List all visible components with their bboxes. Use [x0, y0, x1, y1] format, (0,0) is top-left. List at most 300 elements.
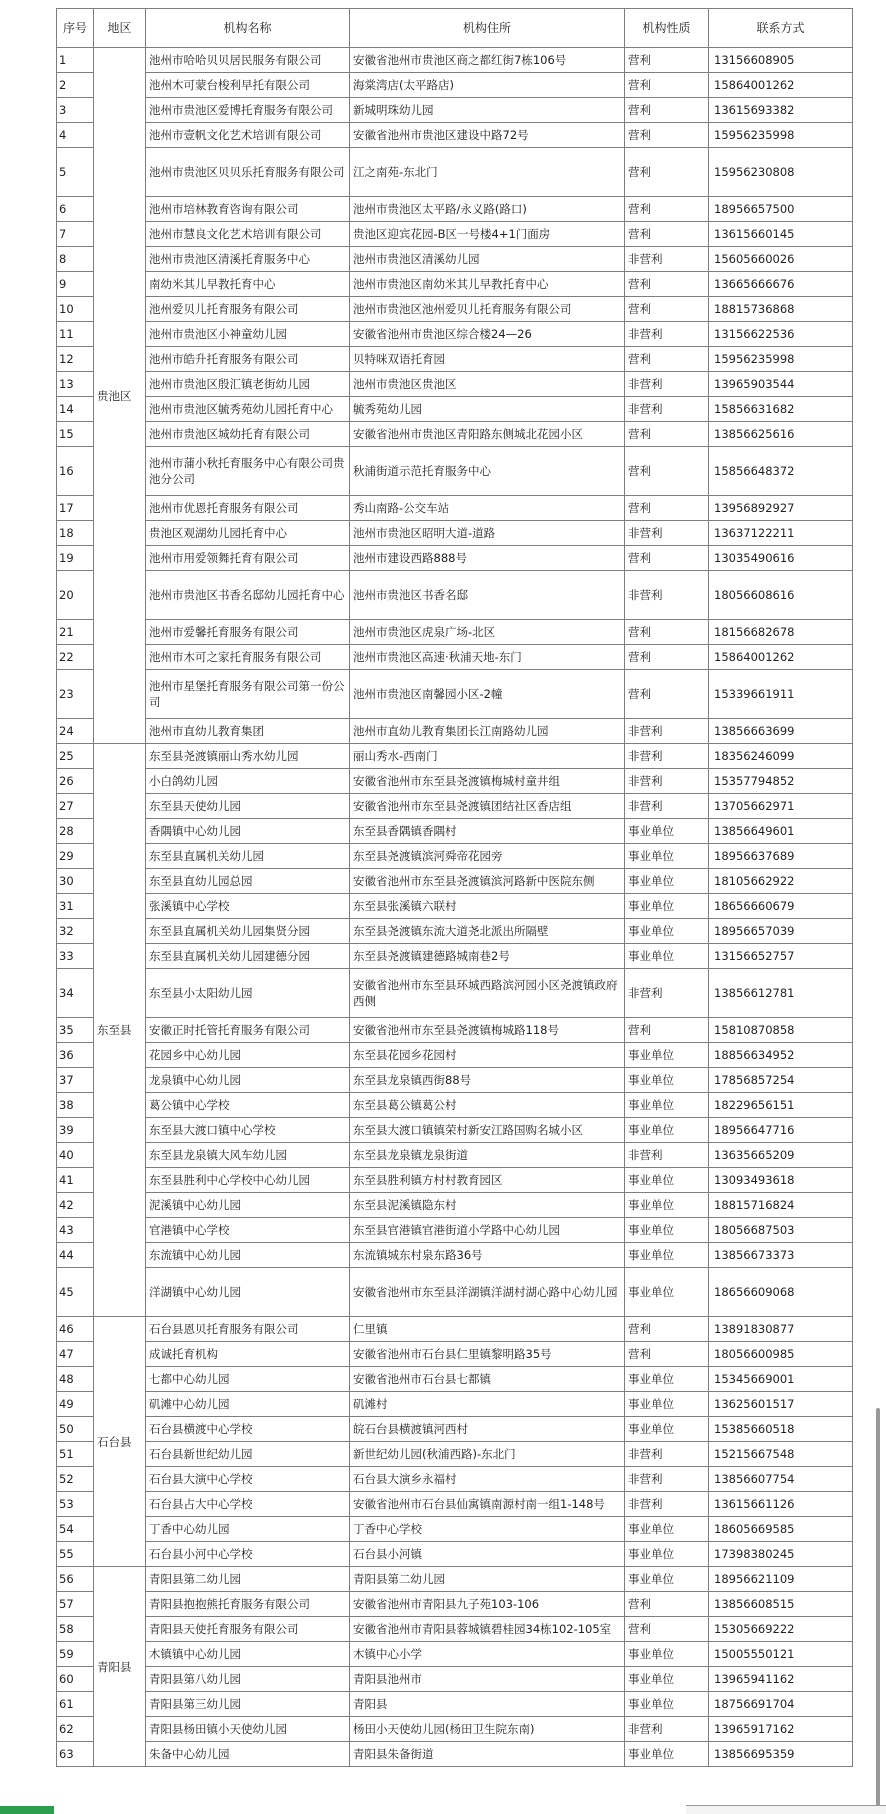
- cell-index: 58: [57, 1617, 94, 1642]
- cell-name: 泥溪镇中心幼儿园: [146, 1193, 350, 1218]
- cell-address: 东至县葛公镇葛公村: [350, 1093, 625, 1118]
- header-address: 机构住所: [350, 9, 625, 48]
- cell-name: 池州市星堡托育服务有限公司第一份公司: [146, 670, 350, 719]
- cell-nature: 事业单位: [625, 1118, 709, 1143]
- cell-phone: 15956235998: [709, 347, 853, 372]
- cell-address: 池州市直幼儿教育集团长江南路幼儿园: [350, 719, 625, 744]
- cell-address: 秀山南路-公交车站: [350, 496, 625, 521]
- cell-address: 东至县香隅镇香隅村: [350, 819, 625, 844]
- cell-index: 49: [57, 1392, 94, 1417]
- cell-index: 30: [57, 869, 94, 894]
- cell-address: 东至县尧渡镇建德路城南巷2号: [350, 944, 625, 969]
- cell-nature: 营利: [625, 447, 709, 496]
- cell-index: 13: [57, 372, 94, 397]
- cell-address: 池州市贵池区南馨园小区-2幢: [350, 670, 625, 719]
- cell-index: 36: [57, 1043, 94, 1068]
- cell-index: 31: [57, 894, 94, 919]
- cell-address: 池州市建设西路888号: [350, 546, 625, 571]
- cell-index: 50: [57, 1417, 94, 1442]
- table-row: [57, 1218, 853, 1243]
- cell-index: 20: [57, 571, 94, 620]
- cell-index: 45: [57, 1268, 94, 1317]
- table-row: [57, 819, 853, 844]
- cell-address: 池州市贵池区太平路/永义路(路口): [350, 197, 625, 222]
- cell-address: 海棠湾店(太平路店): [350, 73, 625, 98]
- cell-nature: 营利: [625, 670, 709, 719]
- cell-phone: 13856612781: [709, 969, 853, 1018]
- cell-nature: 营利: [625, 347, 709, 372]
- cell-index: 37: [57, 1068, 94, 1093]
- table-row: [57, 247, 853, 272]
- table-row: [57, 1517, 853, 1542]
- cell-nature: 事业单位: [625, 869, 709, 894]
- cell-nature: 事业单位: [625, 1742, 709, 1767]
- cell-name: 池州市贵池区城幼托育有限公司: [146, 422, 350, 447]
- table-row: [57, 297, 853, 322]
- cell-phone: 13635665209: [709, 1143, 853, 1168]
- cell-name: 东至县小太阳幼儿园: [146, 969, 350, 1018]
- cell-phone: 15345669001: [709, 1367, 853, 1392]
- cell-index: 6: [57, 197, 94, 222]
- cell-name: 池州市优恩托育服务有限公司: [146, 496, 350, 521]
- cell-index: 51: [57, 1442, 94, 1467]
- cell-name: 池州爱贝儿托育服务有限公司: [146, 297, 350, 322]
- cell-index: 60: [57, 1667, 94, 1692]
- table-row: [57, 944, 853, 969]
- cell-name: 东至县直属机关幼儿园建德分园: [146, 944, 350, 969]
- cell-name: 南幼米其儿早教托育中心: [146, 272, 350, 297]
- table-row: [57, 148, 853, 197]
- cell-nature: 事业单位: [625, 1642, 709, 1667]
- cell-nature: 非营利: [625, 794, 709, 819]
- header-region: 地区: [94, 9, 146, 48]
- cell-name: 东至县大渡口镇中心学校: [146, 1118, 350, 1143]
- table-row: [57, 719, 853, 744]
- cell-nature: 营利: [625, 98, 709, 123]
- table-row: [57, 844, 853, 869]
- table-row: [57, 347, 853, 372]
- cell-phone: 18656609068: [709, 1268, 853, 1317]
- cell-index: 8: [57, 247, 94, 272]
- cell-name: 龙泉镇中心幼儿园: [146, 1068, 350, 1093]
- table-row: [57, 1093, 853, 1118]
- cell-index: 3: [57, 98, 94, 123]
- table-row: [57, 521, 853, 546]
- cell-phone: 13856625616: [709, 422, 853, 447]
- cell-phone: 13856608515: [709, 1592, 853, 1617]
- table-row: [57, 1317, 853, 1342]
- header-phone: 联系方式: [709, 9, 853, 48]
- cell-phone: 13637122211: [709, 521, 853, 546]
- cell-address: 东至县龙泉镇龙泉街道: [350, 1143, 625, 1168]
- cell-nature: 非营利: [625, 719, 709, 744]
- cell-index: 29: [57, 844, 94, 869]
- cell-phone: 13965903544: [709, 372, 853, 397]
- cell-name: 池州木可蒙台梭利早托有限公司: [146, 73, 350, 98]
- cell-index: 53: [57, 1492, 94, 1517]
- table-row: [57, 1392, 853, 1417]
- cell-nature: 事业单位: [625, 1392, 709, 1417]
- cell-name: 葛公镇中心学校: [146, 1093, 350, 1118]
- cell-index: 7: [57, 222, 94, 247]
- cell-address: 丽山秀水-西南门: [350, 744, 625, 769]
- cell-address: 东至县大渡口镇镇荣村新安江路国购名城小区: [350, 1118, 625, 1143]
- cell-nature: 事业单位: [625, 1218, 709, 1243]
- cell-index: 12: [57, 347, 94, 372]
- cell-phone: 15856631682: [709, 397, 853, 422]
- cell-address: 安徽省池州市石台县七都镇: [350, 1367, 625, 1392]
- cell-region: 石台县: [94, 1317, 146, 1567]
- cell-address: 池州市贵池区书香名邸: [350, 571, 625, 620]
- cell-phone: 13856663699: [709, 719, 853, 744]
- cell-address: 池州市贵池区昭明大道-道路: [350, 521, 625, 546]
- cell-name: 池州市用爱领舞托育有限公司: [146, 546, 350, 571]
- cell-nature: 营利: [625, 222, 709, 247]
- cell-phone: 18956647716: [709, 1118, 853, 1143]
- cell-nature: 营利: [625, 148, 709, 197]
- cell-index: 32: [57, 919, 94, 944]
- table-row: [57, 1367, 853, 1392]
- cell-nature: 营利: [625, 1018, 709, 1043]
- cell-name: 矶滩中心幼儿园: [146, 1392, 350, 1417]
- cell-phone: 15339661911: [709, 670, 853, 719]
- cell-name: 青阳县第二幼儿园: [146, 1567, 350, 1592]
- cell-nature: 事业单位: [625, 1268, 709, 1317]
- cell-phone: 15385660518: [709, 1417, 853, 1442]
- cell-index: 26: [57, 769, 94, 794]
- cell-phone: 13093493618: [709, 1168, 853, 1193]
- cell-name: 东至县尧渡镇丽山秀水幼儿园: [146, 744, 350, 769]
- table-row: [57, 496, 853, 521]
- cell-nature: 事业单位: [625, 944, 709, 969]
- cell-phone: 13156608905: [709, 48, 853, 73]
- table-row: [57, 1342, 853, 1367]
- table-row: [57, 620, 853, 645]
- cell-nature: 非营利: [625, 769, 709, 794]
- cell-phone: 18056608616: [709, 571, 853, 620]
- cell-name: 青阳县杨田镇小天使幼儿园: [146, 1717, 350, 1742]
- cell-phone: 18956657500: [709, 197, 853, 222]
- cell-index: 1: [57, 48, 94, 73]
- cell-phone: 15856648372: [709, 447, 853, 496]
- cell-name: 青阳县抱抱熊托育服务有限公司: [146, 1592, 350, 1617]
- cell-region: 贵池区: [94, 48, 146, 744]
- cell-name: 东至县直属机关幼儿园集贤分园: [146, 919, 350, 944]
- table-row: [57, 1592, 853, 1617]
- cell-nature: 营利: [625, 272, 709, 297]
- cell-index: 46: [57, 1317, 94, 1342]
- table-row: [57, 1268, 853, 1317]
- cell-name: 官港镇中心学校: [146, 1218, 350, 1243]
- cell-phone: 13965941162: [709, 1667, 853, 1692]
- table-row: [57, 1692, 853, 1717]
- cell-address: 池州市贵池区清溪幼儿园: [350, 247, 625, 272]
- cell-name: 张溪镇中心学校: [146, 894, 350, 919]
- cell-address: 东至县尧渡镇东流大道尧北派出所隔壁: [350, 919, 625, 944]
- cell-phone: 18056687503: [709, 1218, 853, 1243]
- cell-index: 44: [57, 1243, 94, 1268]
- cell-name: 朱备中心幼儿园: [146, 1742, 350, 1767]
- table-row: [57, 197, 853, 222]
- vertical-scrollbar[interactable]: [876, 1408, 880, 1808]
- cell-nature: 非营利: [625, 397, 709, 422]
- cell-address: 木镇中心小学: [350, 1642, 625, 1667]
- table-row: [57, 645, 853, 670]
- cell-name: 石台县小河中心学校: [146, 1542, 350, 1567]
- cell-address: 青阳县第二幼儿园: [350, 1567, 625, 1592]
- table-row: [57, 1717, 853, 1742]
- cell-index: 16: [57, 447, 94, 496]
- cell-phone: 13856673373: [709, 1243, 853, 1268]
- cell-nature: 营利: [625, 1592, 709, 1617]
- cell-phone: 18605669585: [709, 1517, 853, 1542]
- cell-phone: 15215667548: [709, 1442, 853, 1467]
- cell-address: 东至县官港镇官港街道小学路中心幼儿园: [350, 1218, 625, 1243]
- cell-index: 28: [57, 819, 94, 844]
- cell-phone: 15810870858: [709, 1018, 853, 1043]
- table-row: [57, 322, 853, 347]
- table-row: [57, 1667, 853, 1692]
- cell-index: 39: [57, 1118, 94, 1143]
- cell-name: 池州市皓升托育服务有限公司: [146, 347, 350, 372]
- cell-index: 17: [57, 496, 94, 521]
- cell-index: 43: [57, 1218, 94, 1243]
- cell-nature: 营利: [625, 496, 709, 521]
- cell-phone: 15956230808: [709, 148, 853, 197]
- cell-name: 花园乡中心幼儿园: [146, 1043, 350, 1068]
- cell-nature: 非营利: [625, 521, 709, 546]
- table-row: [57, 222, 853, 247]
- table-row: [57, 794, 853, 819]
- bottom-toolbar: [686, 1805, 886, 1814]
- cell-nature: 非营利: [625, 1717, 709, 1742]
- table-body: [57, 48, 853, 1767]
- table-header-row: [57, 9, 853, 48]
- cell-nature: 营利: [625, 297, 709, 322]
- cell-nature: 事业单位: [625, 1567, 709, 1592]
- cell-index: 54: [57, 1517, 94, 1542]
- cell-phone: 13856649601: [709, 819, 853, 844]
- cell-phone: 18656660679: [709, 894, 853, 919]
- table-row: [57, 769, 853, 794]
- cell-address: 安徽省池州市东至县尧渡镇梅城路118号: [350, 1018, 625, 1043]
- cell-index: 25: [57, 744, 94, 769]
- cell-address: 仁里镇: [350, 1317, 625, 1342]
- cell-nature: 事业单位: [625, 1667, 709, 1692]
- cell-address: 安徽省池州市东至县洋湖镇洋湖村湖心路中心幼儿园: [350, 1268, 625, 1317]
- table-row: [57, 1567, 853, 1592]
- cell-address: 池州市贵池区虎泉广场-北区: [350, 620, 625, 645]
- cell-name: 池州市蒲小秋托育服务中心有限公司贵池分公司: [146, 447, 350, 496]
- cell-address: 池州市贵池区池州爱贝儿托育服务有限公司: [350, 297, 625, 322]
- cell-address: 青阳县: [350, 1692, 625, 1717]
- cell-name: 石台县横渡中心学校: [146, 1417, 350, 1442]
- cell-phone: 18105662922: [709, 869, 853, 894]
- cell-name: 池州市爱馨托育服务有限公司: [146, 620, 350, 645]
- table-row: [57, 447, 853, 496]
- cell-address: 贝特咪双语托育园: [350, 347, 625, 372]
- cell-phone: 13856607754: [709, 1467, 853, 1492]
- cell-phone: 18856634952: [709, 1043, 853, 1068]
- cell-index: 18: [57, 521, 94, 546]
- cell-phone: 18815716824: [709, 1193, 853, 1218]
- bottom-left-badge: [0, 1806, 54, 1814]
- table-row: [57, 1168, 853, 1193]
- header-name: 机构名称: [146, 9, 350, 48]
- cell-index: 59: [57, 1642, 94, 1667]
- cell-nature: 事业单位: [625, 1692, 709, 1717]
- cell-index: 34: [57, 969, 94, 1018]
- cell-nature: 营利: [625, 1342, 709, 1367]
- cell-nature: 非营利: [625, 744, 709, 769]
- cell-index: 15: [57, 422, 94, 447]
- cell-nature: 非营利: [625, 1143, 709, 1168]
- table-row: [57, 1442, 853, 1467]
- cell-nature: 营利: [625, 197, 709, 222]
- cell-nature: 事业单位: [625, 1367, 709, 1392]
- cell-phone: 15305669222: [709, 1617, 853, 1642]
- cell-nature: 事业单位: [625, 819, 709, 844]
- cell-phone: 13156652757: [709, 944, 853, 969]
- table-row: [57, 1193, 853, 1218]
- cell-name: 池州市壹帆文化艺术培训有限公司: [146, 123, 350, 148]
- cell-nature: 非营利: [625, 1442, 709, 1467]
- cell-index: 61: [57, 1692, 94, 1717]
- cell-index: 63: [57, 1742, 94, 1767]
- cell-nature: 营利: [625, 1317, 709, 1342]
- cell-phone: 13035490616: [709, 546, 853, 571]
- cell-name: 香隅镇中心幼儿园: [146, 819, 350, 844]
- cell-address: 安徽省池州市东至县尧渡镇梅城村童井组: [350, 769, 625, 794]
- cell-name: 池州市贵池区小神童幼儿园: [146, 322, 350, 347]
- cell-index: 11: [57, 322, 94, 347]
- cell-index: 23: [57, 670, 94, 719]
- cell-index: 33: [57, 944, 94, 969]
- cell-name: 池州市贵池区爱博托育服务有限公司: [146, 98, 350, 123]
- cell-name: 池州市贵池区殷汇镇老街幼儿园: [146, 372, 350, 397]
- cell-index: 56: [57, 1567, 94, 1592]
- cell-nature: 营利: [625, 645, 709, 670]
- cell-address: 东至县花园乡花园村: [350, 1043, 625, 1068]
- cell-phone: 18356246099: [709, 744, 853, 769]
- cell-name: 丁香中心幼儿园: [146, 1517, 350, 1542]
- cell-name: 青阳县第三幼儿园: [146, 1692, 350, 1717]
- cell-phone: 18956621109: [709, 1567, 853, 1592]
- table-row: [57, 397, 853, 422]
- cell-nature: 非营利: [625, 1492, 709, 1517]
- table-row: [57, 919, 853, 944]
- cell-name: 成诚托育机构: [146, 1342, 350, 1367]
- cell-nature: 营利: [625, 48, 709, 73]
- cell-phone: 18229656151: [709, 1093, 853, 1118]
- table-row: [57, 1467, 853, 1492]
- table-row: [57, 894, 853, 919]
- cell-address: 池州市贵池区高速·秋浦天地-东门: [350, 645, 625, 670]
- table-row: [57, 48, 853, 73]
- cell-name: 石台县占大中心学校: [146, 1492, 350, 1517]
- cell-phone: 17398380245: [709, 1542, 853, 1567]
- table-row: [57, 670, 853, 719]
- cell-nature: 事业单位: [625, 1542, 709, 1567]
- table-row: [57, 1143, 853, 1168]
- cell-phone: 13705662971: [709, 794, 853, 819]
- cell-phone: 13615693382: [709, 98, 853, 123]
- cell-name: 石台县恩贝托育服务有限公司: [146, 1317, 350, 1342]
- cell-phone: 18756691704: [709, 1692, 853, 1717]
- cell-nature: 事业单位: [625, 1517, 709, 1542]
- cell-address: 东至县龙泉镇西街88号: [350, 1068, 625, 1093]
- cell-phone: 13615660145: [709, 222, 853, 247]
- cell-index: 22: [57, 645, 94, 670]
- cell-address: 江之南苑-东北门: [350, 148, 625, 197]
- header-index: 序号: [57, 9, 94, 48]
- table-row: [57, 546, 853, 571]
- cell-name: 东至县胜利中心学校中心幼儿园: [146, 1168, 350, 1193]
- table-row: [57, 123, 853, 148]
- header-nature: 机构性质: [625, 9, 709, 48]
- cell-address: 池州市贵池区贵池区: [350, 372, 625, 397]
- table-row: [57, 1068, 853, 1093]
- cell-name: 池州市培林教育咨询有限公司: [146, 197, 350, 222]
- table-row: [57, 272, 853, 297]
- cell-name: 木镇镇中心幼儿园: [146, 1642, 350, 1667]
- cell-nature: 非营利: [625, 322, 709, 347]
- cell-name: 池州市直幼儿教育集团: [146, 719, 350, 744]
- table-row: [57, 422, 853, 447]
- table-row: [57, 372, 853, 397]
- table-row: [57, 98, 853, 123]
- cell-address: 安徽省池州市东至县环城西路滨河园小区尧渡镇政府西侧: [350, 969, 625, 1018]
- cell-index: 19: [57, 546, 94, 571]
- cell-name: 东流镇中心幼儿园: [146, 1243, 350, 1268]
- cell-index: 52: [57, 1467, 94, 1492]
- cell-address: 安徽省池州市贵池区商之都红街7栋106号: [350, 48, 625, 73]
- cell-phone: 18956637689: [709, 844, 853, 869]
- cell-index: 10: [57, 297, 94, 322]
- table-row: [57, 1417, 853, 1442]
- cell-index: 38: [57, 1093, 94, 1118]
- cell-index: 21: [57, 620, 94, 645]
- cell-nature: 事业单位: [625, 844, 709, 869]
- cell-address: 皖石台县横渡镇河西村: [350, 1417, 625, 1442]
- cell-address: 杨田小天使幼儿园(杨田卫生院东南): [350, 1717, 625, 1742]
- table-row: [57, 1018, 853, 1043]
- cell-name: 东至县龙泉镇大风车幼儿园: [146, 1143, 350, 1168]
- cell-index: 35: [57, 1018, 94, 1043]
- cell-address: 池州市贵池区南幼米其儿早教托育中心: [350, 272, 625, 297]
- cell-address: 新城明珠幼儿园: [350, 98, 625, 123]
- cell-nature: 事业单位: [625, 1043, 709, 1068]
- table-row: [57, 73, 853, 98]
- cell-phone: 18156682678: [709, 620, 853, 645]
- cell-nature: 营利: [625, 422, 709, 447]
- table-row: [57, 1243, 853, 1268]
- cell-nature: 营利: [625, 620, 709, 645]
- cell-address: 新世纪幼儿园(秋浦西路)-东北门: [350, 1442, 625, 1467]
- cell-region: 东至县: [94, 744, 146, 1317]
- cell-address: 青阳县池州市: [350, 1667, 625, 1692]
- cell-name: 池州市慧良文化艺术培训有限公司: [146, 222, 350, 247]
- cell-index: 2: [57, 73, 94, 98]
- cell-address: 安徽省池州市青阳县九子苑103-106: [350, 1592, 625, 1617]
- cell-phone: 15956235998: [709, 123, 853, 148]
- cell-index: 62: [57, 1717, 94, 1742]
- cell-name: 池州市木可之家托育服务有限公司: [146, 645, 350, 670]
- cell-name: 安徽正时托管托育服务有限公司: [146, 1018, 350, 1043]
- cell-name: 东至县直属机关幼儿园: [146, 844, 350, 869]
- cell-name: 东至县直幼儿园总园: [146, 869, 350, 894]
- cell-address: 安徽省池州市石台县仙寓镇南源村南一组1-148号: [350, 1492, 625, 1517]
